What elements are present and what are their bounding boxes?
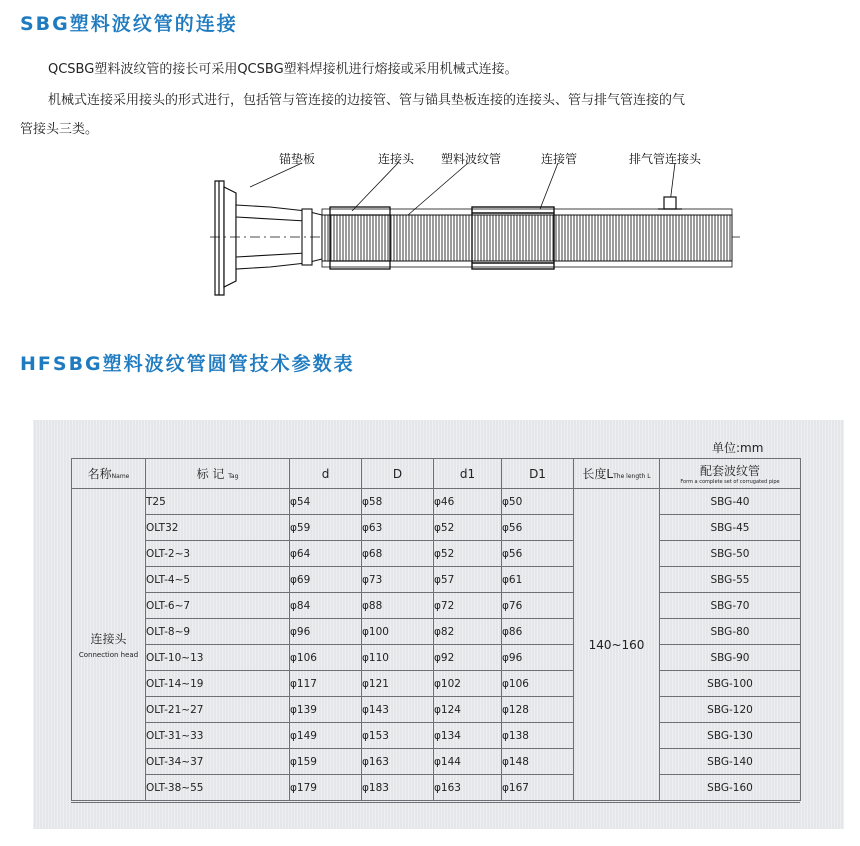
cell-D1: φ106	[502, 671, 574, 697]
table-row	[72, 671, 801, 697]
cell-d1: φ52	[434, 541, 502, 567]
name-en: Connection head	[78, 651, 139, 659]
leader-lines	[250, 163, 675, 215]
cell-D: φ121	[362, 671, 434, 697]
cell-D1: φ76	[502, 593, 574, 619]
table-bottom-rule	[71, 802, 800, 803]
figure-label-corrugated-pipe: 塑料波纹管	[441, 152, 502, 166]
cell-D: φ153	[362, 723, 434, 749]
section-title-spec-table: HFSBG塑料波纹管圆管技术参数表	[20, 353, 355, 375]
paragraph-three-types: 管接头三类。	[20, 122, 99, 137]
cell-d: φ179	[290, 775, 362, 801]
cell-matching-pipe: SBG-140	[660, 749, 801, 775]
cell-matching-pipe: SBG-100	[660, 671, 801, 697]
col-header-tag: 标 记 Tag	[146, 459, 290, 489]
cell-d1: φ92	[434, 645, 502, 671]
table-row	[72, 567, 801, 593]
cell-D1: φ61	[502, 567, 574, 593]
cell-D: φ163	[362, 749, 434, 775]
col-header-matching-pipe: 配套波纹管 Form a complete set of corrugated pipe	[660, 459, 801, 489]
cell-d1: φ163	[434, 775, 502, 801]
cell-matching-pipe: SBG-40	[660, 489, 801, 515]
cell-matching-pipe: SBG-80	[660, 619, 801, 645]
cell-d: φ149	[290, 723, 362, 749]
cell-tag: OLT-6~7	[146, 593, 290, 619]
table-row	[72, 619, 801, 645]
cell-matching-pipe: SBG-120	[660, 697, 801, 723]
cell-D: φ68	[362, 541, 434, 567]
cell-D1: φ148	[502, 749, 574, 775]
cell-tag: T25	[146, 489, 290, 515]
section-title-connection: SBG塑料波纹管的连接	[20, 13, 238, 35]
cell-matching-pipe: SBG-55	[660, 567, 801, 593]
cell-tag: OLT-2~3	[146, 541, 290, 567]
cell-d1: φ134	[434, 723, 502, 749]
cell-matching-pipe: SBG-70	[660, 593, 801, 619]
cell-d1: φ52	[434, 515, 502, 541]
cell-d: φ159	[290, 749, 362, 775]
cell-D: φ183	[362, 775, 434, 801]
cell-tag: OLT-31~33	[146, 723, 290, 749]
cell-d1: φ124	[434, 697, 502, 723]
cell-matching-pipe: SBG-50	[660, 541, 801, 567]
cell-D: φ73	[362, 567, 434, 593]
name-zh: 连接头	[90, 632, 127, 646]
cell-tag: OLT-38~55	[146, 775, 290, 801]
cell-matching-pipe: SBG-45	[660, 515, 801, 541]
cell-tag: OLT-10~13	[146, 645, 290, 671]
cell-D1: φ56	[502, 541, 574, 567]
cell-D1: φ50	[502, 489, 574, 515]
cell-d1: φ72	[434, 593, 502, 619]
cell-d1: φ57	[434, 567, 502, 593]
cell-d1: φ102	[434, 671, 502, 697]
cell-name-connection-head	[72, 489, 146, 801]
cell-d: φ54	[290, 489, 362, 515]
table-row	[72, 489, 801, 515]
cell-D1: φ96	[502, 645, 574, 671]
cell-d: φ139	[290, 697, 362, 723]
cell-matching-pipe: SBG-90	[660, 645, 801, 671]
cell-D1: φ138	[502, 723, 574, 749]
col-header-D1: D1	[502, 459, 574, 489]
figure-label-vent-connector: 排气管连接头	[629, 152, 702, 166]
cell-d1: φ82	[434, 619, 502, 645]
unit-label: 单位:mm	[712, 441, 764, 455]
cell-D: φ110	[362, 645, 434, 671]
cell-tag: OLT-21~27	[146, 697, 290, 723]
cell-D: φ100	[362, 619, 434, 645]
cell-D1: φ167	[502, 775, 574, 801]
cell-tag: OLT-4~5	[146, 567, 290, 593]
cell-tag: OLT-34~37	[146, 749, 290, 775]
pipe-connection-diagram	[210, 145, 740, 310]
cell-d: φ106	[290, 645, 362, 671]
anchor-plate-shape	[215, 181, 236, 295]
cell-length: 140~160	[574, 489, 660, 801]
cell-D1: φ128	[502, 697, 574, 723]
cell-d: φ64	[290, 541, 362, 567]
figure-label-coupling-pipe: 连接管	[541, 152, 578, 166]
cell-d1: φ144	[434, 749, 502, 775]
table-header-row	[72, 459, 801, 489]
cell-D1: φ86	[502, 619, 574, 645]
cell-d: φ84	[290, 593, 362, 619]
cell-D1: φ56	[502, 515, 574, 541]
table-row	[72, 749, 801, 775]
col-header-D: D	[362, 459, 434, 489]
cell-d: φ117	[290, 671, 362, 697]
cell-d: φ96	[290, 619, 362, 645]
spec-table	[71, 458, 801, 801]
table-row	[72, 697, 801, 723]
cell-tag: OLT32	[146, 515, 290, 541]
paragraph-welding: QCSBG塑料波纹管的接长可采用QCSBG塑料焊接机进行熔接或采用机械式连接。	[48, 62, 518, 77]
cell-tag: OLT-8~9	[146, 619, 290, 645]
cell-D: φ58	[362, 489, 434, 515]
paragraph-mechanical: 机械式连接采用接头的形式进行，包括管与管连接的边接管、管与锚具垫板连接的连接头、管与排气管连接的气	[48, 93, 686, 108]
figure-label-anchor-plate: 锚垫板	[279, 152, 316, 166]
cell-matching-pipe: SBG-160	[660, 775, 801, 801]
table-row	[72, 515, 801, 541]
table-row	[72, 775, 801, 801]
cell-D: φ63	[362, 515, 434, 541]
col-header-d1: d1	[434, 459, 502, 489]
table-row	[72, 541, 801, 567]
table-row	[72, 723, 801, 749]
cell-D: φ143	[362, 697, 434, 723]
col-header-name: 名称Name	[72, 459, 146, 489]
figure-label-connector-head: 连接头	[378, 152, 415, 166]
col-header-length: 长度LThe length L	[574, 459, 660, 489]
col-header-d: d	[290, 459, 362, 489]
cell-D: φ88	[362, 593, 434, 619]
table-row	[72, 645, 801, 671]
table-row	[72, 593, 801, 619]
cell-d: φ59	[290, 515, 362, 541]
vent-connector-shape	[658, 197, 682, 209]
cell-tag: OLT-14~19	[146, 671, 290, 697]
cell-d: φ69	[290, 567, 362, 593]
cell-d1: φ46	[434, 489, 502, 515]
cell-matching-pipe: SBG-130	[660, 723, 801, 749]
